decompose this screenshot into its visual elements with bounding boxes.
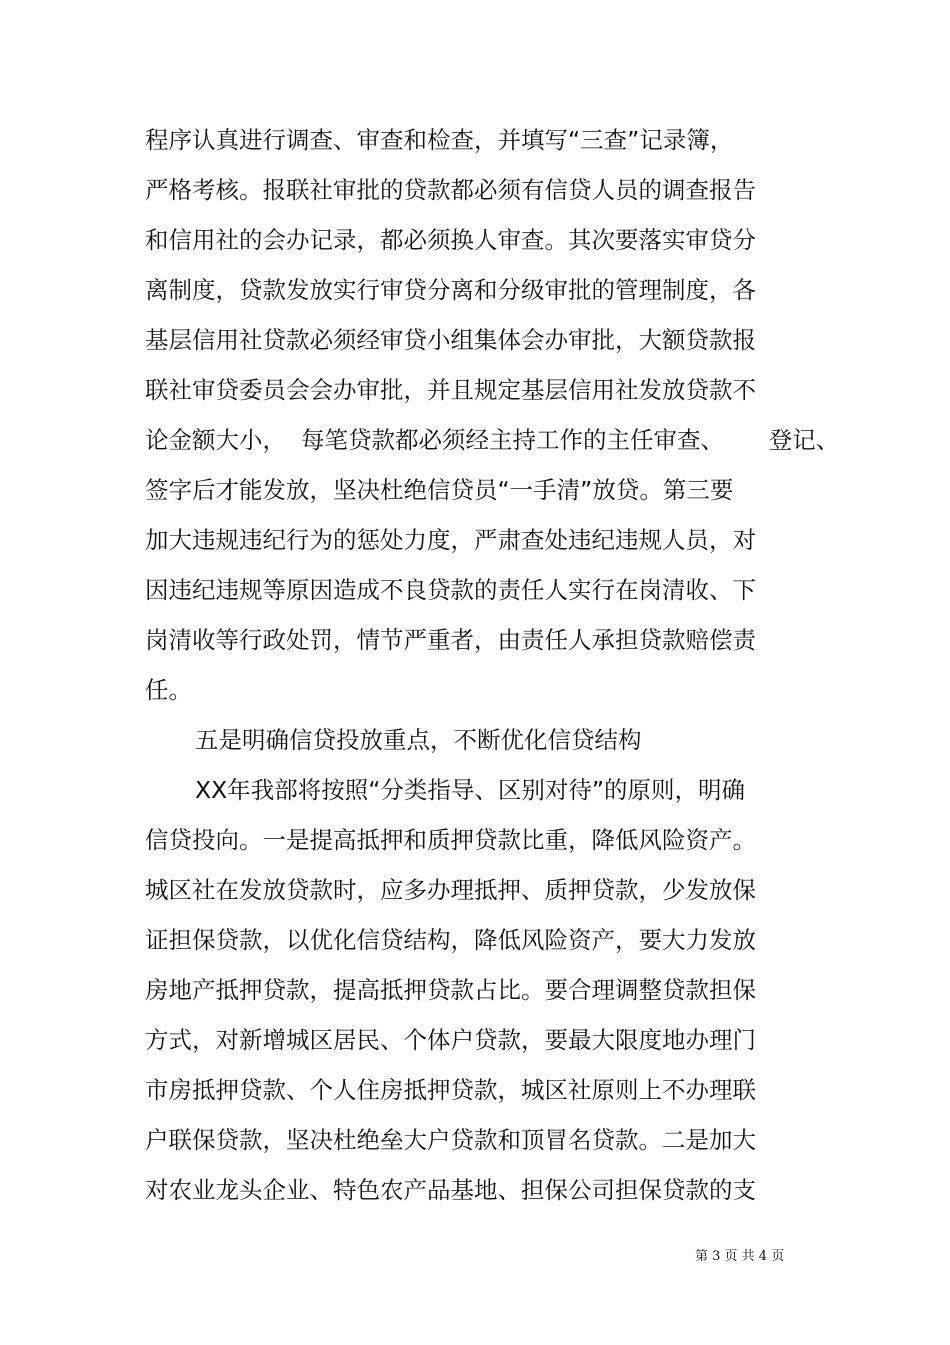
text-line: 市房抵押贷款、个人住房抵押贷款，城区社原则上不办理联 [145,1076,756,1104]
text-line: 岗清收等行政处罚，情节严重者，由责任人承担贷款赔偿责 [145,626,756,654]
text-line: 和信用社的会办记录，都必须换人审查。其次要落实审贷分 [145,226,756,254]
text-line: 方式，对新增城区居民、个体户贷款，要最大限度地办理门 [145,1026,756,1054]
text-line: 户联保贷款，坚决杜绝垒大户贷款和顶冒名贷款。二是加大 [145,1126,756,1154]
text-line: 城区社在发放贷款时，应多办理抵押、质押贷款，少发放保 [145,876,756,904]
text-line: 房地产抵押贷款，提高抵押贷款占比。要合理调整贷款担保 [145,976,756,1004]
page-number: 第 3 页 共 4 页 [695,1249,785,1264]
text-line: 加大违规违纪行为的惩处力度，严肃查处违纪违规人员，对 [145,526,756,554]
text-line: 联社审贷委员会会办审批，并且规定基层信用社发放贷款不 [145,376,756,404]
text-line: 论金额大小， 每笔贷款都必须经主持工作的主任审查、 登记、 [145,426,840,454]
text-line: 离制度，贷款发放实行审贷分离和分级审批的管理制度，各 [145,276,756,304]
text-line: 信贷投向。一是提高抵押和质押贷款比重，降低风险资产。 [145,826,756,854]
text-line: 对农业龙头企业、特色农产品基地、担保公司担保贷款的支 [145,1176,756,1204]
text-line: 程序认真进行调查、审查和检查，并填写“三查”记录簿， [145,126,734,154]
text-line: 任。 [145,676,192,704]
text-line: 证担保贷款，以优化信贷结构，降低风险资产，要大力发放 [145,926,756,954]
text-line: 因违纪违规等原因造成不良贷款的责任人实行在岗清收、下 [145,576,756,604]
text-line: 基层信用社贷款必须经审贷小组集体会办审批，大额贷款报 [145,326,756,354]
text-line: XX年我部将按照“分类指导、区别对待”的原则，明确 [195,776,746,804]
section-heading: 五是明确信贷投放重点，不断优化信贷结构 [195,726,642,754]
text-line: 签字后才能发放，坚决杜绝信贷员“一手清”放贷。第三要 [145,476,734,504]
text-line: 严格考核。报联社审批的贷款都必须有信贷人员的调查报告 [145,176,756,204]
